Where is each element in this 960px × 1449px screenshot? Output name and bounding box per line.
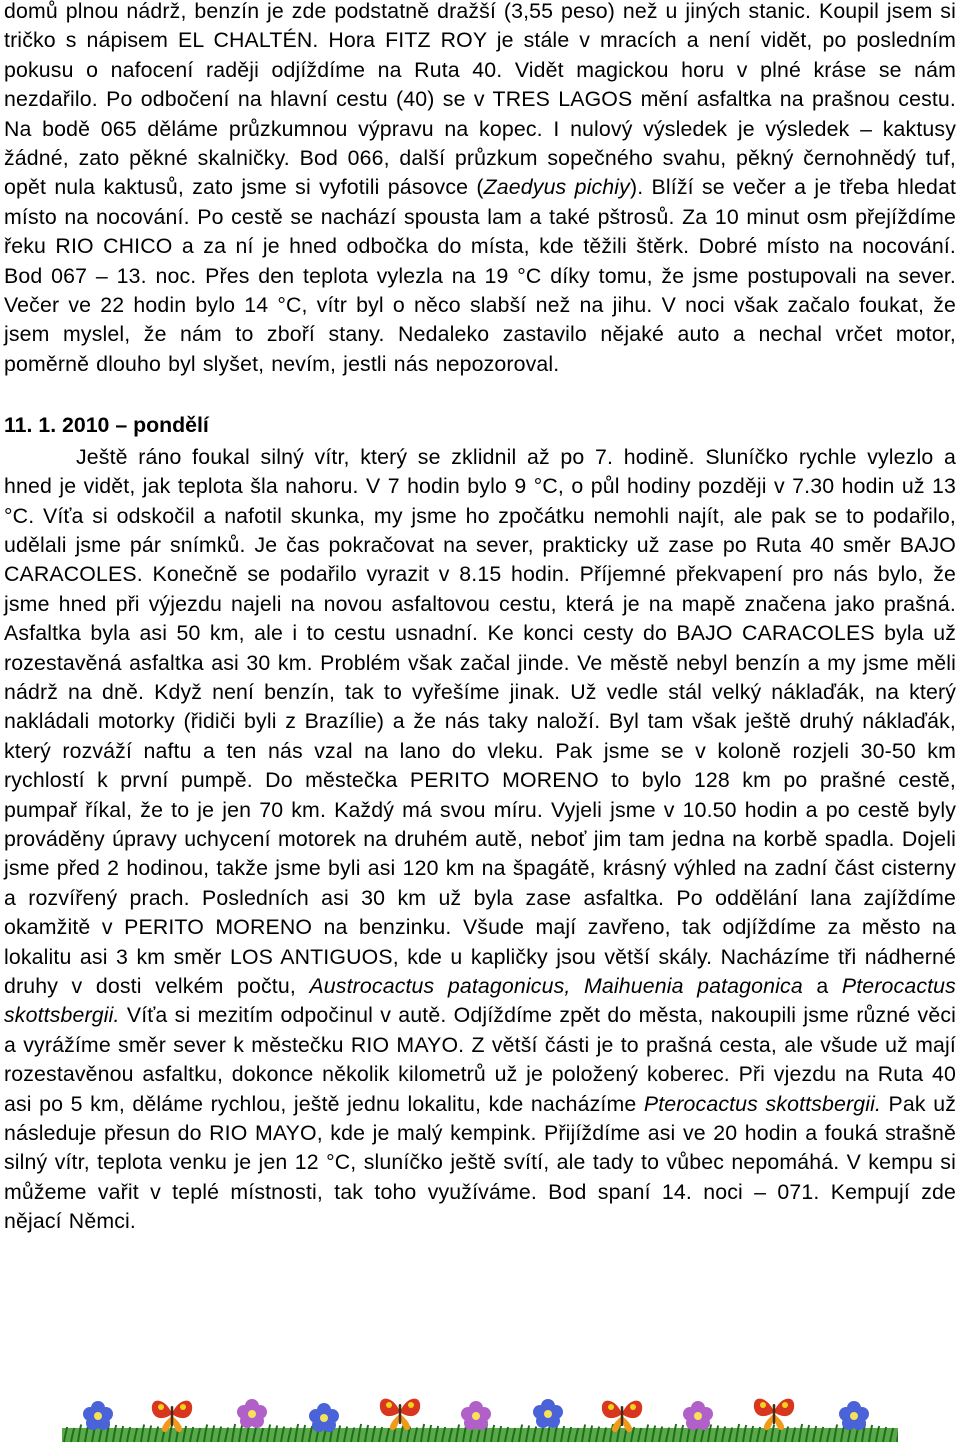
flower-icon: [533, 1399, 563, 1428]
species-name-2: Pterocactus skottsbergii.: [4, 974, 956, 1028]
date-heading: 11. 1. 2010 – pondělí: [4, 413, 209, 438]
species-name-3: Pterocactus skottsbergii.: [643, 1091, 882, 1116]
paragraph-1-text: domů plnou nádrž, benzín je zde podstatně dražší (3,55 peso) než u jiných stanic. Koupil jsem si tričko s nápisem EL CHALTÉN. Hora FITZ ROY je stále v mracích a není vidět, po posledním pokusu o nafocení raději odjíždíme na Ruta 40. Vidět magickou horu v plné kráse se nám nezdařilo. Po odbočení na hlavní cestu (40) se v TRES LAGOS mění asfaltka na prašnou cestu. Na bodě 065 děláme průzkumnou výpravu na kopec. I nulový výsledek je výsledek – kaktusy žádné, zato pěkné skalničky. Bod 066, další průzkum sopečného svahu, pěkný černohnědý tuf, opět nula kaktusů, zato jsme si vyfotili pásovce (: [4, 0, 956, 200]
document-page: [4, 0, 956, 1237]
paragraph-2-text-4: Pak už následuje přesun do RIO MAYO, kde je malý kempink. Přijíždíme asi ve 20 hodin a fouká strašně silný vítr, teplota venku je jen 12 °C, sluníčko ještě svítí, ale tady to vůbec nepomáhá. V kempu si můžeme vařit v teplé místnosti, tak toho využíváme. Bod spaní 14. noci – 071. Kempují zde nějací Němci.: [4, 1091, 956, 1234]
paragraph-1: [4, 0, 956, 379]
flower-icon: [461, 1401, 491, 1430]
paragraph-2-text-1: Ještě ráno foukal silný vítr, který se zklidnil až po 7. hodině. Sluníčko rychle vylezlo a hned je vidět, jak teplota šla nahoru. V 7 hodin bylo 9 °C, o půl hodiny později v 7.30 hodin už 13 °C. Víťa si odskočil a nafotil skunka, my jsme ho zpočátku nemohli najít, ale pak se to podařilo, udělali jsme pár snímků. Je čas pokračovat na sever, prakticky už zase po Ruta 40 směr BAJO CARACOLES. Konečně se podařilo vyrazit v 8.15 hodin. Příjemné překvapení pro nás bylo, že jsme hned při výjezdu najeli na novou asfaltovou cestu, která je na mapě značena jako prašná. Asfaltka byla asi 50 km, ale i to cestu usnadní. Ke konci cesty do BAJO CARACOLES byla už rozestavěná asfaltka asi 30 km. Problém však začal jinde. Ve městě nebyl benzín a my jsme měli nádrž na dně. Když není benzín, tak to vyřešíme jinak. Už vedle stál velký náklaďák, na který nakládali motorky (řidiči byli z Brazílie) a že nás taky naloží. Byl tam však ještě druhý náklaďák, který rozváží naftu a ten nás vzal na lano do vleku. Pak jsme se v koloně rozjeli 30-50 km rychlostí k první pumpě. Do městečka PERITO MORENO to bylo 128 km po prašné cestě, pumpař říkal, že to je jen 70 km. Každý má svou míru. Vyjeli jsme v 10.50 hodin a po cestě byly prováděny úpravy uchycení motorek na druhém autě, neboť jim tam jedna na korbě spadla. Dojeli jsme před 2 hodinou, takže jsme byli asi 120 km na špagátě, krásný výhled na zadní část cisterny a rozvířený prach. Posledních asi 30 km už byla zase asfaltka. Po oddělání lana zajíždíme okamžitě v PERITO MORENO na benzinku. Všude mají zavřeno, tak odjíždíme za město na lokalitu asi 3 km směr LOS ANTIGUOS, kde u kapličky jsou větší skály. Nacházíme tři nádherné druhy v dosti velkém počtu,: [4, 444, 956, 998]
paragraph-2-text-3: Víťa si mezitím odpočinul v autě. Odjíždíme zpět do města, nakoupili jsme různé věci a vyrážíme směr sever k městečku RIO MAYO. Z větší části je to prašná cesta, ale všude už mají rozestavěnou asfaltku, dokonce několik kilometrů už je položený koberec. Při vjezdu na Ruta 40 asi po 5 km, děláme rychlou, ještě jednu lokalitu, kde nacházíme: [4, 1003, 956, 1116]
flower-icon: [83, 1401, 113, 1430]
flower-icon: [683, 1401, 713, 1430]
butterfly-icon: [380, 1399, 420, 1430]
flower-icon: [839, 1401, 869, 1430]
species-name-1: Austrocactus patagonicus, Maihuenia patagonica: [309, 974, 803, 998]
paragraph-2-text-2: a: [802, 974, 842, 998]
butterfly-icon: [602, 1401, 642, 1432]
flower-icon: [237, 1399, 267, 1428]
floral-border: [62, 1392, 898, 1444]
flower-icon: [309, 1403, 339, 1432]
paragraph-2: [4, 443, 956, 1237]
species-name: Zaedyus pichiy: [483, 175, 630, 200]
paragraph-1-text-2: ). Blíží se večer a je třeba hledat místo na nocování. Po cestě se nachází spousta lam a také pštrosů. Za 10 minut osm přejíždíme řeku RIO CHICO a za ní je hned odbočka do místa, kde těžili štěrk. Dobré místo na nocování. Bod 067 – 13. noc. Přes den teplota vylezla na 19 °C díky tomu, že jsme postupovali na sever. Večer ve 22 hodin bylo 14 °C, vítr byl o něco slabší než na jihu. V noci však začalo foukat, že jsem myslel, že nám to zboří stany. Nedaleko zastavilo nějaké auto a nechal vrčet motor, poměrně dlouho byl slyšet, nevím, jestli nás nepozoroval.: [4, 175, 957, 376]
